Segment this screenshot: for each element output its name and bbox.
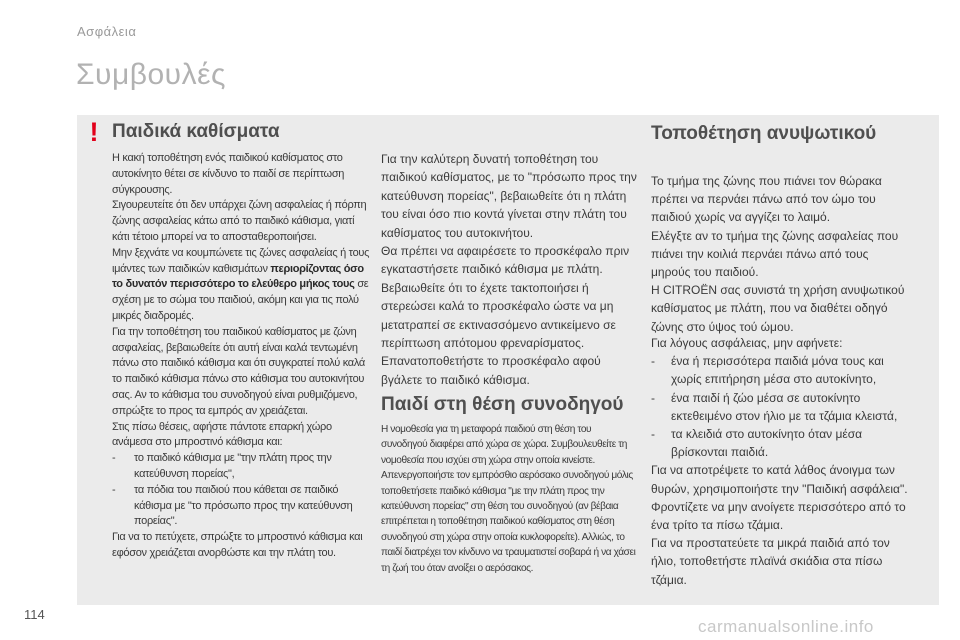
paragraph: Το τμήμα της ζώνης που πιάνει τον θώρακα πρέπει να περνάει πάνω από τον ώμο του παιδιού χωρίς να αγγίζει το λαιμό. — [651, 174, 882, 225]
paragraph: Ελέγξτε αν το τμήμα της ζώνης ασφαλείας που πιάνει την κοιλιά περνάει πάνω από τους μηρούς του παιδιού. — [651, 228, 899, 280]
list-item-text: το παιδικό κάθισμα με "την πλάτη προς την κατεύθυνση πορείας", — [134, 452, 332, 480]
paragraph: Για να προστατεύετε τα μικρά παιδιά από τον ήλιο, τοποθετήστε πλαϊνά σκιάδια στα πίσω τζάμια. — [651, 536, 890, 587]
paragraph — [112, 246, 374, 325]
paragraph: Βεβαιωθείτε ότι το έχετε τακτοποιήσει ή στερεώσει καλά το προσκέφαλο ώστε να μη μετατραπεί σε εκτινασσόμενο αντικείμενο σε περίπτωση απότομου φρεναρίσματος. — [381, 280, 616, 351]
text-run: Μην ξεχνάτε να κουμπώνετε τις ζώνες ασφαλείας ή τους ιμάντες των παιδικών καθισμάτων — [112, 246, 370, 275]
paragraph: Για την καλύτερη δυνατή τοποθέτηση του παιδικού καθίσματος, με το "πρόσωπο προς την κατεύθυνση πορείας", βεβαιωθείτε ότι η πλάτη του είναι όσο πιο κοντά γίνεται στην πλάτη του καθίσματος του αυτοκινήτου. — [381, 152, 637, 240]
text-run: σε σχέση με το σώμα του παιδιού, ακόμη και για τις πολύ μικρές διαδρομές. — [112, 278, 369, 322]
booster-heading: Τοποθέτηση ανυψωτικού — [651, 123, 877, 144]
paragraph: Για λόγους ασφάλειας, μην αφήνετε: — [651, 336, 843, 350]
list-item — [112, 483, 374, 530]
bullet-dash: - — [112, 483, 116, 496]
paragraph: Για να το πετύχετε, σπρώξτε το μπροστινό κάθισμα και εφόσον χρειάζεται ανορθώστε και την πλάτη του. — [112, 531, 363, 559]
child-seats-text — [112, 151, 374, 562]
list-item — [112, 451, 374, 483]
bullet-dash: - — [651, 354, 655, 369]
page-title: Συμβουλές — [76, 58, 226, 91]
section-header: Ασφάλεια — [77, 24, 137, 39]
bullet-dash: - — [651, 427, 655, 442]
list-item-text: τα κλειδιά στο αυτοκίνητο όταν μέσα βρίσκονται παιδιά. — [671, 427, 863, 460]
paragraph: Η CITROËN σας συνιστά τη χρήση ανυψωτικού καθίσματος με πλάτη, που να διαθέτει οδηγό ζώνης στο ύψος τού ώμου. — [651, 283, 905, 334]
list-item-text: ένα παιδί ή ζώο μέσα σε αυτοκίνητο εκτεθειμένο στον ήλιο με τα τζάμια κλειστά, — [671, 390, 898, 423]
child-seats-heading: Παιδικά καθίσματα — [112, 121, 280, 142]
watermark: carmanualsonline.info — [698, 617, 874, 636]
list-item-text: ένα ή περισσότερα παιδιά μόνα τους και χωρίς επιτήρηση μέσα στο αυτοκίνητο, — [671, 354, 884, 387]
list-item-text: τα πόδια του παιδιού που κάθεται σε παιδικό κάθισμα με "το πρόσωπο προς την κατεύθυνση πορείας". — [134, 483, 353, 528]
list-item — [651, 352, 909, 388]
headrest-text — [381, 150, 637, 389]
paragraph: Θα πρέπει να αφαιρέσετε το προσκέφαλο πριν εγκαταστήσετε παιδικό κάθισμα με πλάτη. — [381, 244, 630, 277]
paragraph: Στις πίσω θέσεις, αφήστε πάντοτε επαρκή χώρο ανάμεσα στο μπροστινό κάθισμα και: — [112, 420, 332, 449]
paragraph: Σιγουρευτείτε ότι δεν υπάρχει ζώνη ασφαλείας ή πόρπη ζώνης ασφαλείας κάτω από το παιδικό κάθισμα, γιατί κάτι τέτοιο μπορεί να το αποσταθεροποιήσει. — [112, 199, 367, 243]
warning-icon: ! — [89, 117, 99, 147]
booster-text — [651, 172, 911, 336]
paragraph: Για να αποτρέψετε το κατά λάθος άνοιγμα των θυρών, χρησιμοποιήστε την "Παιδική ασφάλεια". — [651, 463, 908, 496]
paragraph: Η νομοθεσία για τη μεταφορά παιδιού στη θέση του συνοδηγού διαφέρει από χώρα σε χώρα. Συμβουλευθείτε τη νομοθεσία που ισχύει στη χώρα στην οποία κινείστε. — [381, 424, 628, 466]
passenger-seat-text — [381, 422, 639, 576]
paragraph: Η κακή τοποθέτηση ενός παιδικού καθίσματος στο αυτοκίνητο θέτει σε κίνδυνο το παιδί σε περίπτωση σύγκρουσης. — [112, 152, 345, 196]
list-item — [651, 425, 909, 461]
paragraph: Φροντίζετε να μην ανοίγετε περισσότερο από το ένα τρίτο τα πίσω τζάμια. — [651, 499, 906, 533]
bullet-dash: - — [651, 390, 655, 405]
safety-text — [651, 334, 909, 589]
passenger-seat-heading: Παιδί στη θέση συνοδηγού — [381, 394, 624, 415]
bullet-dash: - — [112, 452, 116, 465]
paragraph: Για την τοποθέτηση του παιδικού καθίσματος με ζώνη ασφαλείας, βεβαιωθείτε ότι αυτή είναι καλά τεντωμένη πάνω στο παιδικό κάθισμα και ότι συγκρατεί πολύ καλά το παιδικό κάθισμα πάνω στο κάθισμα του αυτοκινήτου σας. Αν το κάθισμα του συνοδηγού είναι ρυθμιζόμενο, σπρώξτε το προς τα εμπρός αν χρειάζεται. — [112, 325, 365, 417]
page-number: 114 — [24, 607, 45, 622]
paragraph: Απενεργοποιήστε τον εμπρόσθιο αερόσακο συνοδηγού μόλις τοποθετήσετε παιδικό κάθισμα "με την πλάτη προς την κατεύθυνση πορείας" στη θέση του συνοδηγού (αν βέβαια επιτρέπεται η τοποθέτηση παιδικού καθίσματος στη θέση συνοδηγού στη χώρα στην οποία κυκλοφορείτε). Αλλιώς, το παιδί διατρέχει τον κίνδυνο να τραυματιστεί σοβαρά ή να χάσει τη ζωή του όταν ανοίξει ο αερόσακος. — [381, 470, 636, 574]
list-item — [651, 389, 909, 425]
paragraph: Επανατοποθετήστε το προσκέφαλο αφού βγάλετε το παιδικό κάθισμα. — [381, 354, 601, 387]
bold-text: περιορίζοντας όσο το δυνατόν περισσότερο το ελεύθερο μήκος τους — [112, 262, 364, 291]
